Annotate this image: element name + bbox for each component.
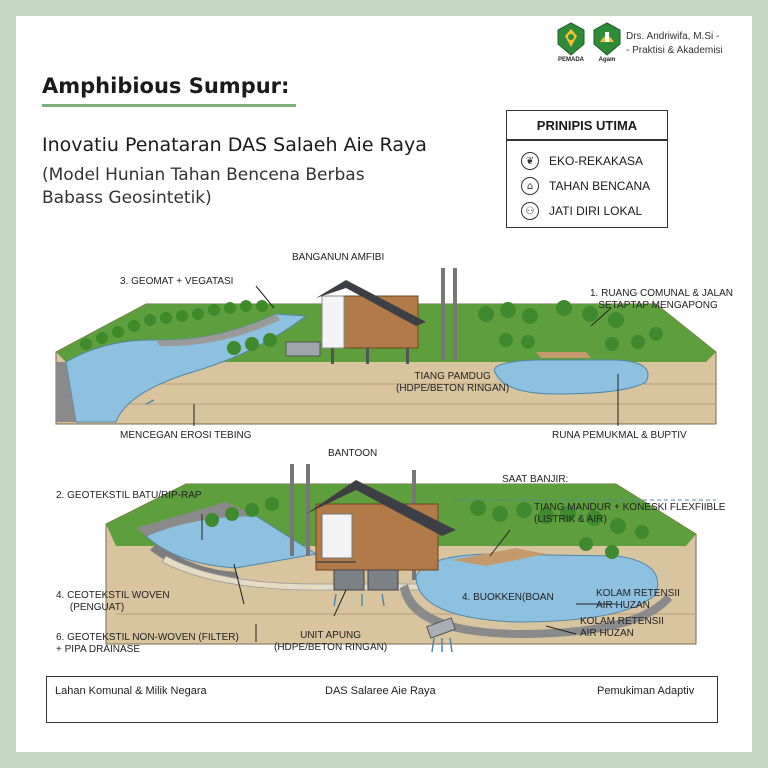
label-ceotekstil-woven: 4. CEOTEKSTIL WOVEN (PENGUAT) xyxy=(56,590,170,613)
people-icon: ⚇ xyxy=(521,202,539,220)
agam-emblem-icon xyxy=(592,22,622,56)
page-description: (Model Hunian Tahan Bencena Berbas Babass Geosintetik) xyxy=(42,165,365,208)
label-saat-banjir: SAAT BANJIR: xyxy=(502,474,569,485)
leaf-icon: ❦ xyxy=(521,152,539,170)
label-geotekstil-non-woven: 6. GEOTEKSTIL NON-WOVEN (FILTER) + PIPA DRAINASE xyxy=(56,632,239,655)
label-unit-apung: UNIT APUNG (HDPE/BETON RINGAN) xyxy=(274,630,388,653)
label-banganun-amfibi: BANGANUN AMFIBI xyxy=(292,252,385,263)
logo-caption-pemada: PEMADA xyxy=(557,57,584,63)
label-mencegan-erosi: MENCEGAN EROSI TEBING xyxy=(120,430,252,441)
footer-left-label: Lahan Komunal & Milik Negara xyxy=(55,685,207,697)
label-geomat-vegatasi: 3. GEOMAT + VEGATASI xyxy=(120,276,234,287)
label-tiang-mandur: TIANG MANDUR + KONESKI FLEXFIIBLE (LISTRIK & AIR) xyxy=(534,502,726,525)
pemada-emblem-icon xyxy=(556,22,586,56)
principle-item-tahan xyxy=(521,175,650,197)
principles-title: PRINIPIS UTIMA xyxy=(536,118,638,133)
principle-label: JATI DIRI LOKAL xyxy=(549,204,643,218)
label-bantoon: BANTOON xyxy=(328,448,378,459)
label-kolam-retensi-2: KOLAM RETENSII AIR HUZAN xyxy=(580,616,664,639)
infographic-page xyxy=(16,16,752,752)
top-terrain-illustration xyxy=(16,244,752,444)
principles-box xyxy=(506,110,668,228)
principles-divider xyxy=(507,139,667,141)
principle-label: EKO-REKAKASA xyxy=(549,154,644,168)
label-runa-pemukmal: RUNA PEMUKMAL & BUPTIV xyxy=(552,430,687,441)
logo-caption-agam: Agam xyxy=(598,57,616,63)
label-geotekstil-batu: 2. GEOTEKSTIL BATU/RIP-RAP xyxy=(56,490,202,501)
footer-right-label: Pemukiman Adaptiv xyxy=(597,685,695,697)
page-subtitle: Inovatiu Penataran DAS Salaeh Aie Raya xyxy=(42,134,427,156)
label-tiang-pamdug: TIANG PAMDUG (HDPE/BETON RINGAN) xyxy=(396,371,510,394)
author-credit: Drs. Andriwifa, M.Si - - Praktisi & Akademisi xyxy=(626,31,723,56)
principle-item-eko xyxy=(521,150,643,172)
principle-label: TAHAN BENCANA xyxy=(549,179,651,193)
house-icon: ⌂ xyxy=(521,177,539,195)
principle-item-jati xyxy=(521,200,642,222)
footer-center-label: DAS Salaree Aie Raya xyxy=(325,685,436,697)
footer-legend xyxy=(46,676,718,723)
label-kolam-retensi-1: KOLAM RETENSII AIR HUZAN xyxy=(596,588,680,611)
label-ruang-comunal: 1. RUANG COMUNAL & JALAN SETAPTAP MENGAPONG xyxy=(590,288,733,311)
label-buokken: 4. BUOKKEN(BOAN xyxy=(462,592,554,603)
title-underline xyxy=(42,104,296,107)
page-title: Amphibious Sumpur: xyxy=(42,74,290,98)
